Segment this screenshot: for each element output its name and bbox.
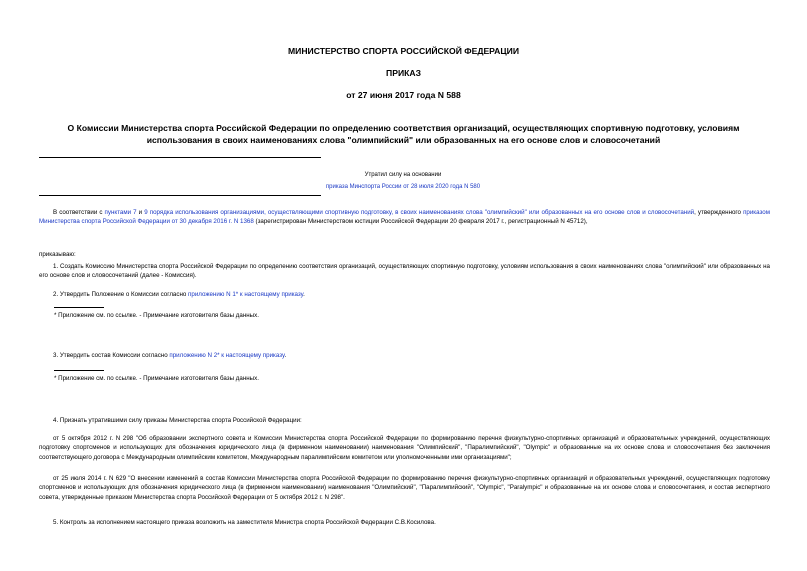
procedure-link[interactable]: 9 порядка использования организациями, осуществляющими спортивную подготовку, в своих наименованиях слова "олимпийский" или образованных на его основе слов и словосочетаний (144, 209, 695, 216)
item-2-end: . (303, 291, 305, 298)
preamble-text-4: (зарегистрирован Министерством юстиции Российской Федерации 20 февраля 2017 г., регистрационный N 45712), (253, 218, 588, 226)
repealed-order-1: от 5 октября 2012 г. N 298 "Об образовании экспертного совета и Комиссии Министерства спорта Российской Федерации по формированию перечня физкультурно-спортивных организаций и образовательных учреждений, осуществляющих подготовку спортсменов и использующих для обозначения юридического лица (в фирменном наименовании) наименования "Олимпийский", "Паралимпийский", "Olympic" и образованные на их основе слова и словосочетания без заключения соответствующего договора с Международным олимпийским комитетом, Международным паралимпийским комитетом или уполномоченными ими организациями"; (39, 435, 770, 461)
points-link[interactable]: пунктами 7 (104, 209, 137, 216)
item-3-text: 3. Утвердить состав Комиссии согласно (53, 352, 170, 359)
order-1368-link[interactable]: приказом Министерства спорта Российской Федерации от 30 декабря 2016 г. N 1368 (39, 209, 770, 226)
preamble-paragraph (39, 208, 770, 227)
preamble-text-1: В соответствии с (53, 209, 105, 216)
document-type: ПРИКАЗ (386, 68, 421, 78)
footnote-rule-2 (54, 370, 104, 371)
document-title-line-1: О Комиссии Министерства спорта Российской Федерации по определению соответствия организаций, осуществляющих спортивную подготовку, условиям (67, 123, 740, 133)
item-4: 4. Признать утратившими силу приказы Министерства спорта Российской Федерации: (53, 417, 302, 424)
item-2 (39, 290, 770, 299)
item-3-end: . (284, 352, 287, 359)
item-5: 5. Контроль за исполнением настоящего приказа возложить на заместителя Министра спорта Российской Федерации С.В.Косилова. (53, 519, 436, 526)
appendix-1-link[interactable]: приложению N 1* к настоящему приказу (188, 291, 304, 298)
preamble-text-3: , утвержденного (694, 209, 744, 216)
repealed-order-2: от 25 июля 2014 г. N 629 "О внесении изменений в состав Комиссии Министерства спорта Российской Федерации по формированию перечня физкультурно-спортивных организаций и образовательных учреждений, осуществляющих подготовку спортсменов и использующих для обозначения юридического лица (в фирменном наименовании) наименования "Олимпийский", "Паралимпийский", "Olympic", "Paralympic" и образованные на их основе слова и словосочетания, и состав экспертного совета, утвержденные приказом Министерства спорта Российской Федерации от 5 октября 2012 г. N 298". (39, 475, 770, 501)
repeal-order-link[interactable]: приказа Минспорта России от 28 июля 2020 года N 580 (325, 184, 481, 190)
item-1: 1. Создать Комиссию Министерства спорта Российской Федерации по определению соответствия организаций, осуществляющих спортивную подготовку, условиям использования в своих наименованиях слова "олимпийский" или образованных на его основе слов и словосочетаний (далее - Комиссия). (39, 263, 770, 280)
preamble-text-2: и (136, 209, 145, 216)
footnote-2: * Приложение см. по ссылке. - Примечание изготовителя базы данных. (54, 375, 259, 382)
divider-top (39, 157, 321, 158)
appendix-2-link[interactable]: приложению N 2* к настоящему приказу (169, 352, 285, 359)
footnote-rule-1 (54, 307, 104, 308)
item-3 (39, 351, 770, 360)
document-title-line-2: использования в своих наименованиях слова "олимпийский" или образованных на его основе слов и словосочетаний (146, 135, 661, 145)
ministry-heading: МИНИСТЕРСТВО СПОРТА РОССИЙСКОЙ ФЕДЕРАЦИИ (287, 46, 519, 56)
document-date-number: от 27 июня 2017 года N 588 (346, 90, 461, 100)
document-title (40, 122, 767, 146)
repeal-note-text: Утратил силу на основании (364, 172, 442, 178)
item-2-text: 2. Утвердить Положение о Комиссии согласно (53, 291, 189, 298)
divider-bottom (39, 195, 321, 196)
footnote-1: * Приложение см. по ссылке. - Примечание изготовителя базы данных. (54, 312, 259, 319)
order-word: приказываю: (39, 251, 76, 258)
repeal-note (262, 169, 544, 193)
